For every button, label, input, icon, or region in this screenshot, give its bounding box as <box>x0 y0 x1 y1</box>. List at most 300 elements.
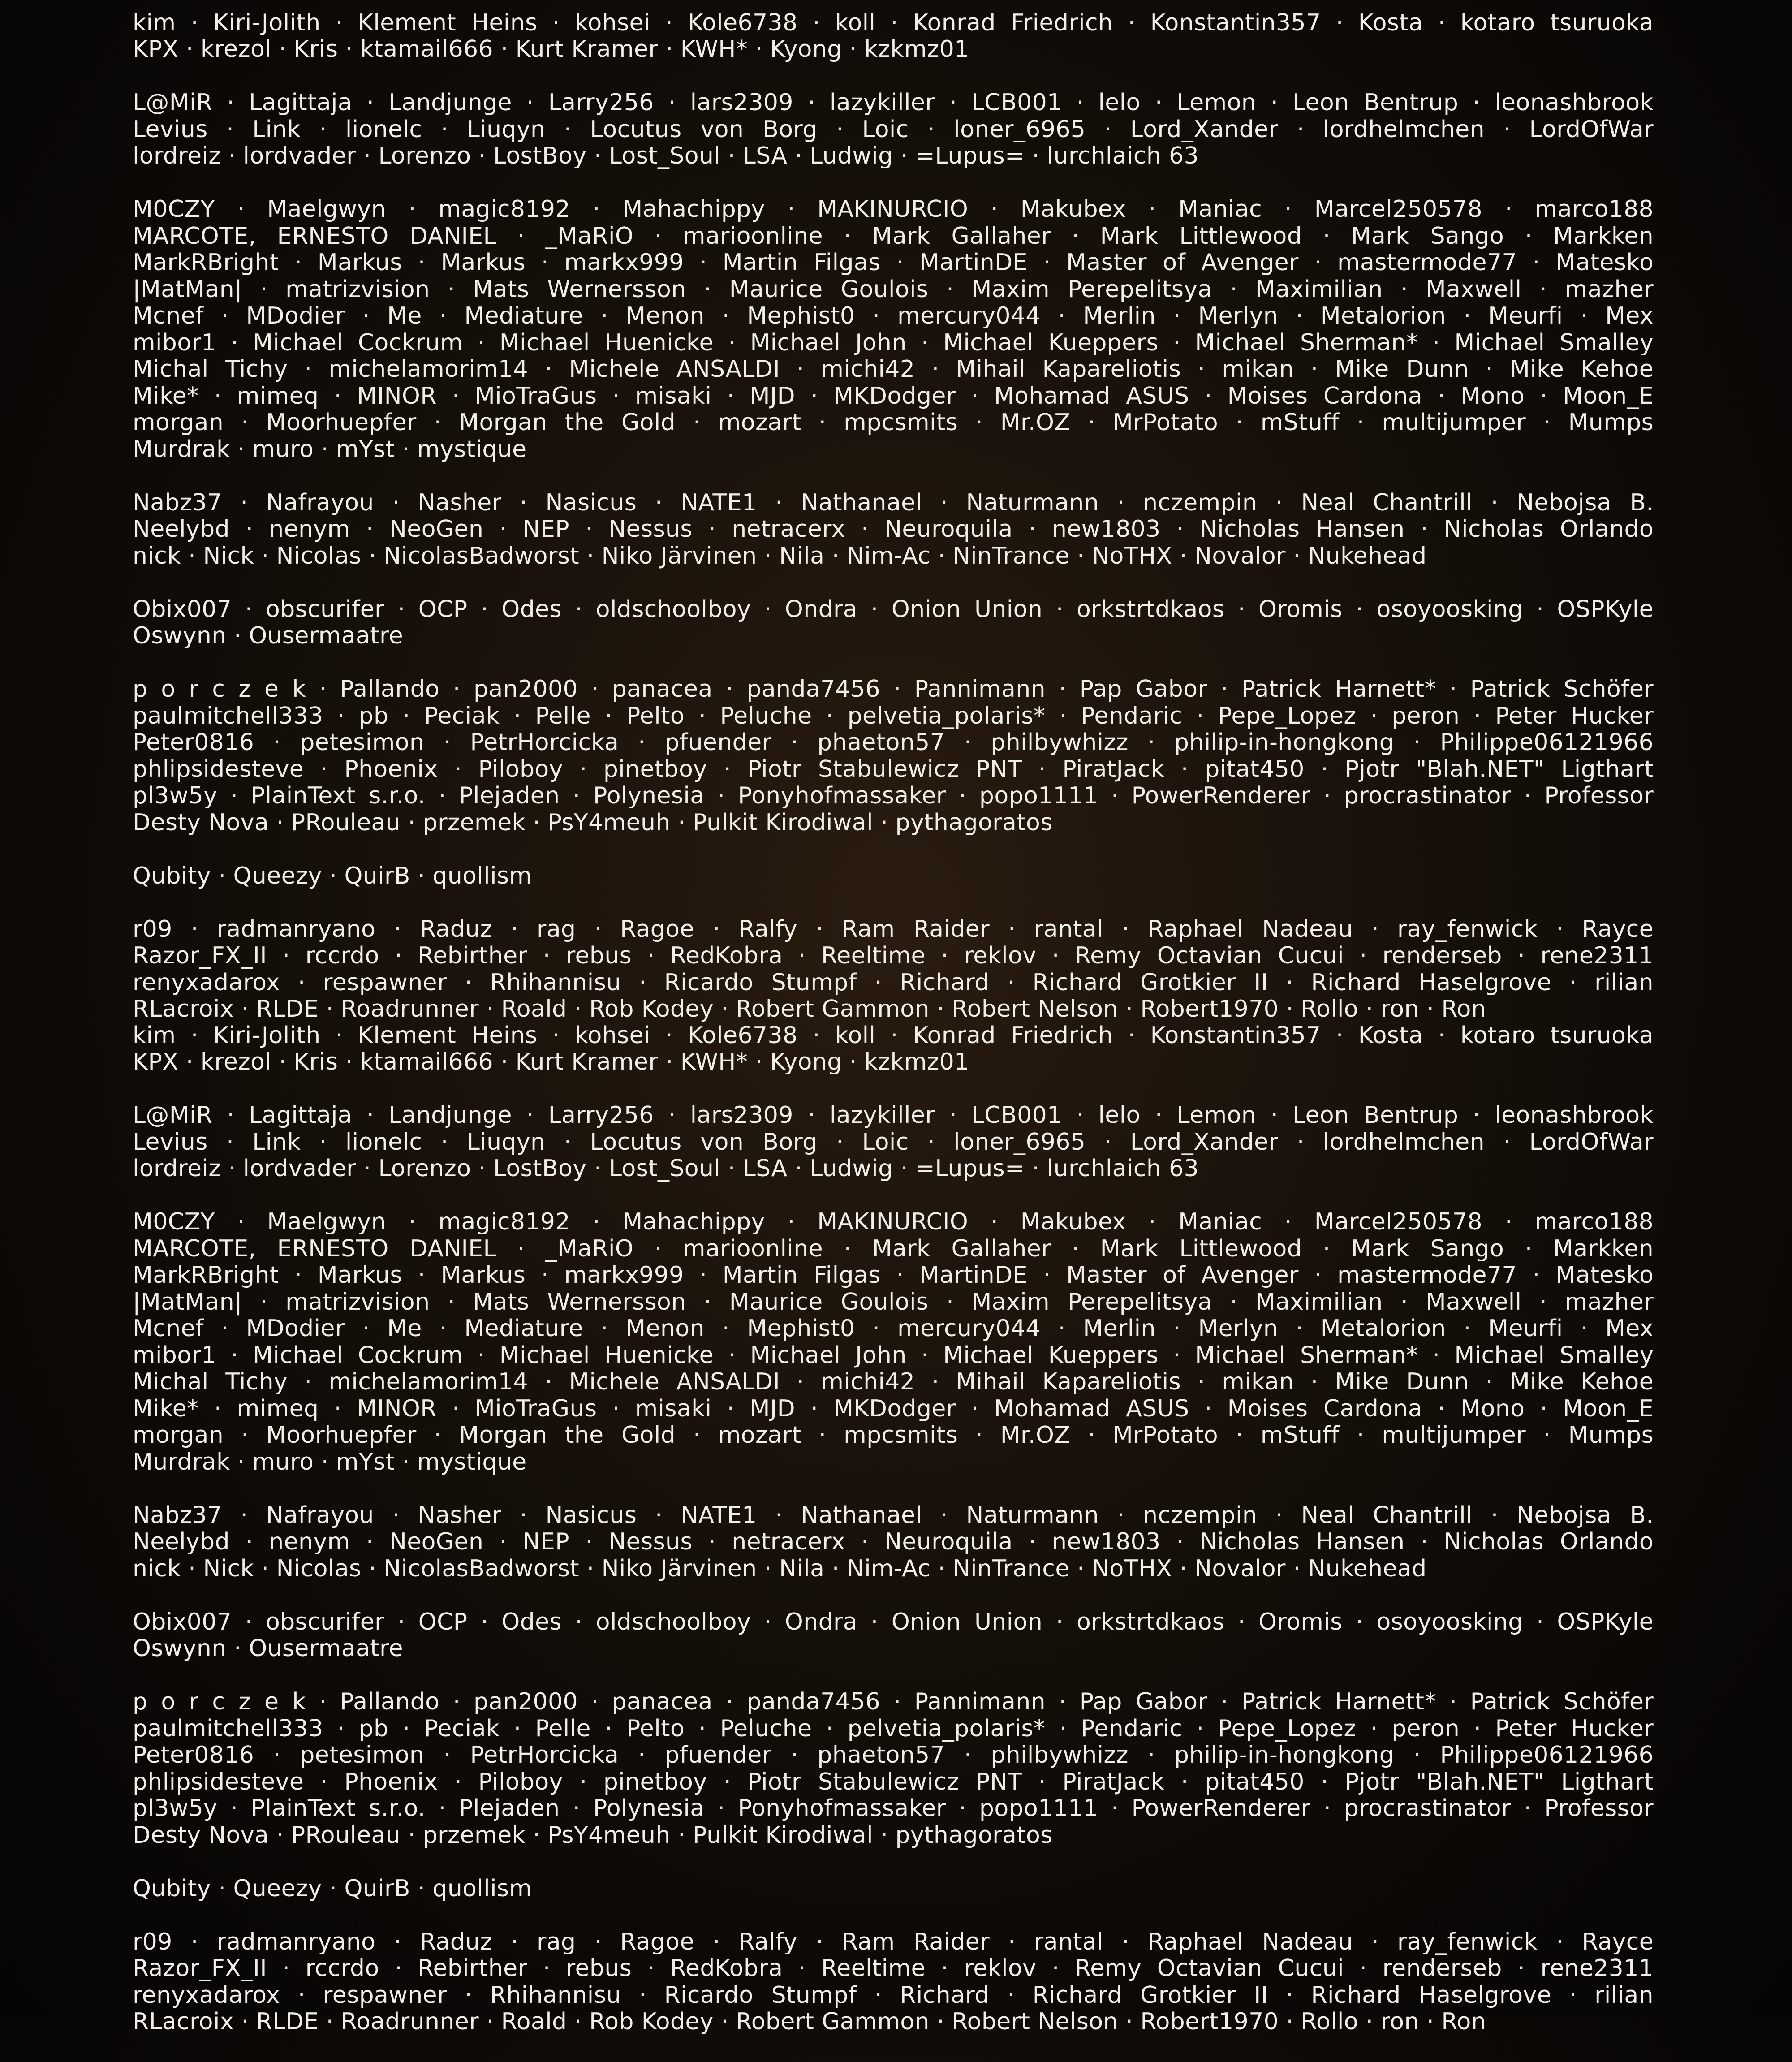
separator-dot: · <box>1198 1368 1205 1395</box>
credit-name: Larry256 <box>548 89 654 116</box>
credit-name: Piloboy <box>478 755 563 783</box>
credits-line <box>133 1609 1654 1636</box>
separator-dot: · <box>1111 782 1119 809</box>
credit-name: Loic <box>862 116 909 143</box>
credit-name: Pelto <box>626 702 685 729</box>
separator-dot: · <box>1055 595 1064 623</box>
credit-name: Rollo <box>1301 996 1359 1022</box>
credit-name: Ralfy <box>738 1928 797 1955</box>
separator-dot: · <box>1323 782 1331 809</box>
credit-name: quollism <box>432 862 532 889</box>
credit-name: Nafrayou <box>266 489 374 516</box>
separator-dot: · <box>1297 1128 1305 1156</box>
separator-dot: · <box>326 996 334 1022</box>
separator-dot: · <box>927 116 935 143</box>
credit-name: Klement Heins <box>358 9 538 36</box>
separator-dot: · <box>1356 1608 1363 1635</box>
separator-dot: · <box>434 409 442 436</box>
separator-dot: · <box>861 1528 869 1555</box>
credit-name: pelvetia_polaris* <box>847 1715 1046 1742</box>
credit-name: Rayce <box>1581 1928 1654 1955</box>
separator-dot: · <box>726 1688 733 1715</box>
separator-dot: · <box>1286 2008 1294 2035</box>
credit-name: Mohamad ASUS <box>994 1395 1189 1422</box>
credit-name: Onion Union <box>891 1608 1043 1635</box>
credit-name: kzkmz01 <box>864 1048 969 1075</box>
separator-dot: · <box>1438 9 1446 36</box>
credit-name: L@MiR <box>133 1102 213 1129</box>
separator-dot: · <box>392 1501 400 1529</box>
credit-name: PRouleau <box>291 1821 401 1849</box>
separator-dot: · <box>1088 409 1095 436</box>
separator-dot: · <box>362 302 370 329</box>
separator-dot: · <box>1580 302 1588 329</box>
credit-name: Pepe_Lopez <box>1218 702 1357 729</box>
credit-name: Konstantin357 <box>1150 1022 1321 1049</box>
credits-line <box>133 1369 1654 1396</box>
credits-group-r <box>133 1929 1654 2036</box>
credit-name: PRouleau <box>291 809 401 836</box>
credits-group-o <box>133 1609 1654 1662</box>
credit-name: oldschoolboy <box>595 595 751 623</box>
separator-dot: · <box>185 36 194 63</box>
credit-name: lelo <box>1098 1102 1141 1129</box>
credit-name: =Lupus= <box>915 1155 1025 1182</box>
credit-name: misaki <box>635 382 712 410</box>
separator-dot: · <box>1032 142 1040 169</box>
credit-name: Pelto <box>626 1715 685 1742</box>
credits-line <box>133 1209 1654 1236</box>
credit-name: Nila <box>779 542 825 569</box>
separator-dot: · <box>234 1635 241 1662</box>
separator-dot: · <box>724 755 731 783</box>
credit-name: Rhihannisu <box>490 969 621 996</box>
separator-dot: · <box>1356 595 1363 623</box>
separator-dot: · <box>1359 942 1367 969</box>
credit-name: QuirB <box>344 862 410 889</box>
credit-name: Neuroquila <box>884 1528 1013 1555</box>
separator-dot: · <box>764 1608 772 1635</box>
separator-dot: · <box>245 1608 253 1635</box>
separator-dot: · <box>704 276 711 303</box>
separator-dot: · <box>564 116 572 143</box>
credit-name: Robert Nelson <box>952 996 1118 1022</box>
separator-dot: · <box>600 1315 608 1342</box>
separator-dot: · <box>366 89 374 116</box>
credit-name: Maxim Perepelitsya <box>971 276 1212 303</box>
credit-name: lordvader <box>243 1155 356 1182</box>
credit-name: Michael Cockrum <box>253 329 463 356</box>
credit-name: Klement Heins <box>358 1022 538 1049</box>
separator-dot: · <box>444 729 451 756</box>
separator-dot: · <box>964 729 972 756</box>
credit-name: MJD <box>750 382 796 410</box>
separator-dot: · <box>1357 409 1365 436</box>
separator-dot: · <box>1117 489 1125 516</box>
credit-name: mystique <box>417 1448 527 1475</box>
separator-dot: · <box>1154 1102 1163 1129</box>
credit-name: Lorenzo <box>378 142 471 169</box>
separator-dot: · <box>408 1208 416 1235</box>
credit-name: Nathanael <box>801 1501 922 1529</box>
separator-dot: · <box>418 249 426 276</box>
credit-name: Odes <box>501 1608 562 1635</box>
credit-name: LCB001 <box>971 89 1062 116</box>
separator-dot: · <box>1180 1768 1189 1795</box>
separator-dot: · <box>1176 516 1184 543</box>
credit-name: Novalor <box>1194 1555 1286 1582</box>
separator-dot: · <box>319 1688 327 1715</box>
credit-name: mercury044 <box>897 1315 1041 1342</box>
credit-name: Nabz37 <box>133 489 222 516</box>
separator-dot: · <box>1117 1501 1125 1529</box>
separator-dot: · <box>1525 222 1533 250</box>
separator-dot: · <box>1580 1315 1588 1342</box>
credit-name: QuirB <box>344 1875 410 1902</box>
credits-group-n <box>133 1502 1654 1583</box>
separator-dot: · <box>237 1208 245 1235</box>
separator-dot: · <box>727 382 735 410</box>
credit-name: Qubity <box>133 862 211 889</box>
credit-name: Mihail Kapareliotis <box>956 1368 1181 1395</box>
credit-name: NeoGen <box>389 516 484 543</box>
credits-line <box>133 783 1654 810</box>
credit-name: Reeltime <box>821 1955 926 1982</box>
separator-dot: · <box>1148 196 1156 223</box>
separator-dot: · <box>1008 1928 1016 1955</box>
separator-dot: · <box>1122 1928 1129 1955</box>
credit-name: krezol <box>200 1048 272 1075</box>
credit-name: Maelgwyn <box>267 1208 386 1235</box>
separator-dot: · <box>395 942 402 969</box>
credit-name: MioTraGus <box>474 382 597 410</box>
credit-name: lazykiller <box>829 1102 935 1129</box>
credit-name: r09 <box>133 915 172 943</box>
separator-dot: · <box>1230 276 1238 303</box>
separator-dot: · <box>1128 9 1136 36</box>
separator-dot: · <box>844 222 852 250</box>
separator-dot: · <box>320 1768 328 1795</box>
credit-name: Pallando <box>340 1688 440 1715</box>
separator-dot: · <box>1007 1981 1015 2009</box>
credit-name: Kiri-Jolith <box>213 9 321 36</box>
separator-dot: · <box>1059 1715 1067 1742</box>
credit-name: michelamorim14 <box>328 356 528 383</box>
credit-name: Reeltime <box>821 942 926 969</box>
credit-name: Mike Kehoe <box>1510 356 1654 383</box>
separator-dot: · <box>1463 1315 1471 1342</box>
credit-name: magic8192 <box>438 1208 570 1235</box>
separator-dot: · <box>190 915 198 943</box>
credit-name: Roald <box>501 996 567 1022</box>
credit-name: phlipsidesteve <box>133 755 304 783</box>
credits-line <box>133 90 1654 116</box>
separator-dot: · <box>722 1315 730 1342</box>
credit-name: Peter0816 <box>133 1742 254 1769</box>
credit-name: Mahachippy <box>622 196 765 223</box>
credit-name: Piotr Stabulewicz PNT <box>747 1768 1022 1795</box>
separator-dot: · <box>874 1981 882 2009</box>
credit-name: Oromis <box>1258 595 1343 623</box>
separator-dot: · <box>810 382 818 410</box>
credits-line <box>133 276 1654 303</box>
separator-dot: · <box>486 2008 494 2035</box>
credit-name: Philippe06121966 <box>1440 1742 1654 1769</box>
separator-dot: · <box>755 36 763 63</box>
credits-line <box>133 1529 1654 1556</box>
credit-name: osoyoosking <box>1376 1608 1523 1635</box>
credits-group-n <box>133 490 1654 570</box>
credit-name: mimeq <box>237 382 319 410</box>
separator-dot: · <box>1539 1288 1547 1316</box>
credit-name: Michael Smalley <box>1454 1342 1654 1369</box>
credit-name: Roald <box>501 2008 567 2035</box>
credit-name: Nathanael <box>801 489 922 516</box>
separator-dot: · <box>218 1875 226 1902</box>
credits-line <box>133 1289 1654 1316</box>
separator-dot: · <box>418 1262 426 1289</box>
separator-dot: · <box>1236 409 1243 436</box>
credits-line <box>133 436 1654 463</box>
separator-dot: · <box>1076 1102 1084 1129</box>
credit-name: kim <box>133 1022 176 1049</box>
credit-name: koll <box>835 1022 876 1049</box>
credit-name: Robert Nelson <box>952 2008 1118 2035</box>
credit-name: Ousermaatre <box>249 1635 404 1662</box>
separator-dot: · <box>1176 1528 1184 1555</box>
credit-name: Robert Gammon <box>736 996 930 1022</box>
separator-dot: · <box>452 382 460 410</box>
separator-dot: · <box>693 409 701 436</box>
credit-name: Maxwell <box>1426 276 1522 303</box>
credit-name: Oromis <box>1258 1608 1343 1635</box>
credit-name: krezol <box>200 36 272 63</box>
separator-dot: · <box>975 1422 983 1449</box>
credit-name: Menon <box>625 302 705 329</box>
credit-name: oldschoolboy <box>595 1608 751 1635</box>
separator-dot: · <box>991 1208 998 1235</box>
separator-dot: · <box>1284 1208 1292 1235</box>
credit-name: Lost_Soul <box>609 142 721 169</box>
credit-name: rebus <box>565 1955 632 1982</box>
separator-dot: · <box>726 676 733 703</box>
separator-dot: · <box>392 489 400 516</box>
credit-name: LordOfWar <box>1529 116 1654 143</box>
credit-name: Rayce <box>1581 915 1654 943</box>
separator-dot: · <box>526 1102 534 1129</box>
credits-line <box>133 330 1654 357</box>
separator-dot: · <box>273 1742 281 1769</box>
separator-dot: · <box>1503 1128 1511 1156</box>
credits-group-p <box>133 676 1654 836</box>
credit-name: Queezy <box>233 862 322 889</box>
credits-group-l <box>133 90 1654 170</box>
separator-dot: · <box>564 1128 572 1156</box>
credit-name: nenym <box>269 516 350 543</box>
credit-name: Murdrak <box>133 436 230 463</box>
credit-name: Piotr Stabulewicz PNT <box>747 755 1022 783</box>
separator-dot: · <box>1449 1688 1457 1715</box>
separator-dot: · <box>586 542 594 569</box>
credit-name: Pap Gabor <box>1079 1688 1208 1715</box>
separator-dot: · <box>1220 676 1228 703</box>
separator-dot: · <box>500 1048 508 1075</box>
separator-dot: · <box>818 409 827 436</box>
credit-name: Rob Kodey <box>589 2008 714 2035</box>
separator-dot: · <box>874 969 882 996</box>
credit-name: michi42 <box>821 356 915 383</box>
separator-dot: · <box>214 382 222 410</box>
credit-name: NoTHX <box>1092 542 1172 569</box>
credits-line <box>133 1795 1654 1822</box>
credit-name: markx999 <box>564 249 684 276</box>
separator-dot: · <box>728 1155 736 1182</box>
credit-name: lazykiller <box>829 89 935 116</box>
credit-name: Remy Octavian Cucui <box>1074 1955 1344 1982</box>
credit-name: Lord_Xander <box>1130 1128 1279 1156</box>
credits-line <box>133 1742 1654 1769</box>
separator-dot: · <box>282 1955 290 1982</box>
separator-dot: · <box>228 1155 236 1182</box>
credit-name: Kurt Kramer <box>515 1048 659 1075</box>
credit-name: Ricardo Stumpf <box>664 969 857 996</box>
credit-name: Maurice Goulois <box>729 1288 929 1316</box>
credit-name: Master of Avenger <box>1066 249 1299 276</box>
credit-name: Mex <box>1605 302 1654 329</box>
credit-name: mozart <box>718 409 801 436</box>
credit-name: mazher <box>1564 1288 1654 1316</box>
credit-name: MrPotato <box>1112 1422 1219 1449</box>
credit-name: Mr.OZ <box>1000 409 1071 436</box>
separator-dot: · <box>297 969 306 996</box>
separator-dot: · <box>946 1288 954 1316</box>
separator-dot: · <box>816 915 823 943</box>
separator-dot: · <box>592 196 600 223</box>
separator-dot: · <box>1204 1395 1212 1422</box>
credit-name: Mono <box>1460 382 1525 410</box>
credit-name: Ponyhofmassaker <box>738 782 946 809</box>
separator-dot: · <box>795 142 802 169</box>
separator-dot: · <box>1077 542 1085 569</box>
separator-dot: · <box>478 142 486 169</box>
credit-name: Moorhuepfer <box>266 409 417 436</box>
separator-dot: · <box>526 89 534 116</box>
credits-line <box>133 1769 1654 1796</box>
separator-dot: · <box>326 2008 334 2035</box>
separator-dot: · <box>795 1155 802 1182</box>
credit-name: MINOR <box>357 1395 437 1422</box>
separator-dot: · <box>520 489 527 516</box>
credit-name: Ondra <box>784 595 858 623</box>
credit-name: Rob Kodey <box>589 996 714 1022</box>
separator-dot: · <box>1296 302 1303 329</box>
credit-name: Kiri-Jolith <box>213 1022 321 1049</box>
separator-dot: · <box>190 1928 198 1955</box>
credit-name: Patrick Schöfer <box>1470 1688 1654 1715</box>
credit-name: Mark Littlewood <box>1100 1235 1302 1262</box>
credit-name: Patrick Harnett* <box>1241 1688 1436 1715</box>
separator-dot: · <box>900 1155 908 1182</box>
separator-dot: · <box>545 356 552 383</box>
credit-name: procrastinator <box>1344 782 1511 809</box>
credits-line <box>133 196 1654 223</box>
credit-name: respawner <box>323 1981 447 2009</box>
separator-dot: · <box>1357 1422 1365 1449</box>
credit-name: obscurifer <box>266 595 384 623</box>
credits-line <box>133 970 1654 996</box>
separator-dot: · <box>808 89 815 116</box>
separator-dot: · <box>1517 942 1525 969</box>
credit-name: Plejaden <box>459 782 560 809</box>
credits-line <box>133 516 1654 543</box>
credit-name: Metalorion <box>1320 1315 1446 1342</box>
separator-dot: · <box>304 356 312 383</box>
credit-name: Mark Sango <box>1351 1235 1504 1262</box>
separator-dot: · <box>1038 1768 1046 1795</box>
separator-dot: · <box>890 9 898 36</box>
separator-dot: · <box>1314 249 1322 276</box>
credit-name: koll <box>835 9 876 36</box>
separator-dot: · <box>728 142 736 169</box>
credit-name: Peter0816 <box>133 729 254 756</box>
credit-name: Raphael Nadeau <box>1147 1928 1353 1955</box>
separator-dot: · <box>321 436 329 463</box>
credit-name: Leon Bentrup <box>1292 89 1459 116</box>
credit-name: OCP <box>418 1608 468 1635</box>
credit-name: NEP <box>522 516 569 543</box>
credit-name: Ludwig <box>810 1155 893 1182</box>
separator-dot: · <box>227 89 235 116</box>
separator-dot: · <box>870 595 879 623</box>
credit-name: Michael Huenicke <box>499 329 714 356</box>
credit-name: |MatMan| <box>133 1288 243 1316</box>
credit-name: kohsei <box>574 9 650 36</box>
separator-dot: · <box>499 516 507 543</box>
separator-dot: · <box>241 1422 249 1449</box>
credit-name: Matesko <box>1555 1262 1654 1289</box>
credit-name: obscurifer <box>266 1608 384 1635</box>
credit-name: Mcnef <box>133 1315 204 1342</box>
separator-dot: · <box>712 1928 720 1955</box>
credit-name: leonashbrook <box>1495 1102 1654 1129</box>
separator-dot: · <box>513 702 521 729</box>
credits-group-q <box>133 1876 1654 1902</box>
credit-name: MDodier <box>246 302 345 329</box>
credit-name: Patrick Schöfer <box>1470 676 1654 703</box>
separator-dot: · <box>276 1821 284 1849</box>
separator-dot: · <box>594 1928 602 1955</box>
separator-dot: · <box>276 809 284 836</box>
credit-name: lordhelmchen <box>1322 116 1485 143</box>
credit-name: Michael Sherman* <box>1195 1342 1418 1369</box>
credit-name: marioonline <box>682 222 823 250</box>
credit-name: PiratJack <box>1062 1768 1165 1795</box>
credit-name: Kole6738 <box>688 1022 798 1049</box>
separator-dot: · <box>1335 9 1344 36</box>
credit-name: MARCOTE, ERNESTO DANIEL <box>133 222 496 250</box>
credit-name: orkstrtdkaos <box>1076 595 1225 623</box>
credit-name: Rebirther <box>418 942 528 969</box>
separator-dot: · <box>712 915 720 943</box>
credit-name: Maniac <box>1178 196 1262 223</box>
credit-name: respawner <box>323 969 447 996</box>
separator-dot: · <box>1297 116 1305 143</box>
separator-dot: · <box>434 1422 442 1449</box>
credit-name: Pendaric <box>1081 1715 1183 1742</box>
separator-dot: · <box>728 1342 736 1369</box>
credit-name: MINOR <box>357 382 437 410</box>
credit-name: Mephist0 <box>747 1315 855 1342</box>
